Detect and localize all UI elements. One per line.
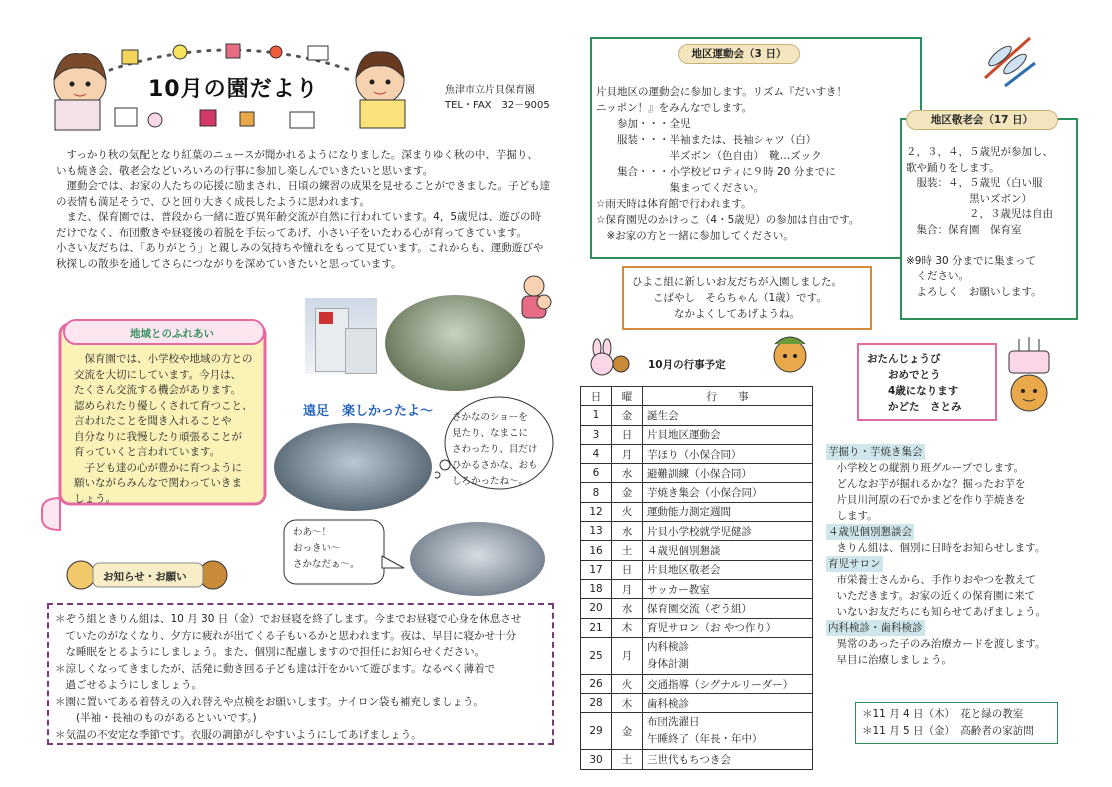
table-row (581, 541, 813, 560)
col-header-day: 日 (581, 387, 612, 406)
table-row (581, 579, 813, 598)
cell-weekday: 木 (612, 694, 643, 713)
undokai-line: 片貝地区の運動会に参加します。リズム『だいすき！ (596, 86, 847, 98)
undokai-line: 参加・・・全児 (596, 118, 691, 130)
class-photo-3 (410, 522, 545, 596)
table-row (581, 674, 813, 693)
cell-weekday: 日 (612, 560, 643, 579)
cell-weekday: 土 (612, 750, 643, 769)
undokai-line: 集合・・・小学校ピロティに９時 20 分までに (596, 166, 836, 178)
community-line: 育っていくと言われています。 (74, 446, 221, 458)
cell-event: ４歳児個別懇談 (643, 541, 813, 560)
table-row (581, 483, 813, 502)
table-row (581, 522, 813, 541)
cell-weekday: 火 (612, 502, 643, 521)
community-line: 交流を大切にしています。今月は、 (74, 368, 242, 381)
intro-line: の表情も満足そうで、ひと回り大きく成長したように思われます。 (56, 195, 370, 208)
keirokai-line: ２，３，４，５歳児が参加し、 (906, 146, 1053, 158)
speech-bubble-1-text: さかなのショーを 見たり、なまこに さわったり、目だけ ひかるさかな、おも しろかったね～。 (452, 412, 538, 487)
undokai-line: ☆保育園児のかけっこ（4・5歳児）の参加は自由です。 (596, 214, 860, 226)
table-row (581, 618, 813, 637)
undokai-line: 半ズボン（色自由） 靴…ズック (596, 150, 822, 162)
detail-line: きりん組は、個別に日時をお知らせします。 (826, 542, 1046, 554)
cell-day: 3 (581, 425, 612, 444)
cell-day: 28 (581, 694, 612, 713)
detail-block-salon (826, 556, 1096, 620)
cell-day: 16 (581, 541, 612, 560)
cell-day: 25 (581, 637, 612, 674)
detail-line: 異常のあった子のみ治療カードを渡します。 (826, 638, 1046, 650)
detail-line: 市栄養士さんから、手作りおやつを教えて (826, 574, 1036, 586)
cell-weekday: 水 (612, 599, 643, 618)
building-photo (305, 298, 377, 374)
intro-line: また、保育園では、普段から一緒に遊び異年齢交流が自然に行われています。4，5歳児は、遊びの時 (56, 211, 542, 223)
community-line: しょう。 (74, 492, 116, 505)
undokai-title: 地区運動会（3 日） (678, 44, 800, 64)
detail-line: します。 (826, 510, 878, 522)
rabbit-icon (583, 338, 633, 378)
cell-weekday: 火 (612, 674, 643, 693)
newsletter-title: 10月の園だより (148, 77, 319, 102)
speech-bubble-2-text: わあ～！ おっきい～ さかなだぁ～。 (293, 527, 360, 570)
intro-text (56, 148, 586, 272)
undokai-line: 服装・・・半袖または、長袖シャツ（白） (596, 134, 817, 146)
keirokai-title: 地区敬老会（17 日） (906, 110, 1058, 130)
table-row (581, 502, 813, 521)
cell-event: 育児サロン（お やつ作り） (643, 618, 813, 637)
detail-line: 片貝川河原の石でかまどを作り芋焼きを (826, 494, 1026, 506)
community-scroll (40, 318, 270, 533)
cell-day: 17 (581, 560, 612, 579)
notice-line: ＊気温の不安定な季節です。衣服の調節がしやすいようにしてあげましょう。 (55, 728, 422, 741)
detail-line: いないお友だちにも知らせてあげましょう。 (826, 606, 1047, 618)
keirokai-line: 集合：保育園 保育室 (906, 223, 1022, 236)
cell-day: 6 (581, 464, 612, 483)
community-line: たくさん交流する機会があります。 (74, 384, 242, 396)
notice-title: お知らせ・お願い (103, 571, 187, 583)
cell-event: 内科検診 身体計測 (643, 637, 813, 674)
cell-event: 芋ほり（小保合同） (643, 444, 813, 463)
birthday-line: 4歳になります (867, 385, 959, 397)
intro-line: いも焼き会、敬老会などいろいろの行事に参加し楽しんでいきたいと思います。 (56, 164, 434, 177)
table-row (581, 599, 813, 618)
cell-event: 保育園交流（ぞう組） (643, 599, 813, 618)
cell-event: サッカー教室 (643, 579, 813, 598)
cell-weekday: 金 (612, 713, 643, 750)
birthday-line: おたんじょうび (867, 353, 941, 365)
community-title: 地域とのふれあい (130, 328, 214, 340)
birthday-box (857, 343, 997, 421)
birthday-line: かどた さとみ (867, 401, 962, 413)
detail-heading: ４歳児個別懇談会 (828, 526, 912, 538)
cell-event: 芋焼き集会（小保合同） (643, 483, 813, 502)
cell-day: 12 (581, 502, 612, 521)
cell-weekday: 月 (612, 444, 643, 463)
hiyoko-line: こばやし そらちゃん（1歳）です。 (632, 292, 827, 304)
cell-day: 18 (581, 579, 612, 598)
cell-weekday: 日 (612, 425, 643, 444)
cell-day: 20 (581, 599, 612, 618)
keirokai-line: よろしく お願いします。 (906, 285, 1042, 298)
detail-heading: 育児サロン (828, 558, 881, 570)
table-row (581, 637, 813, 674)
event-details (826, 444, 1096, 668)
cell-event: 避難訓練（小保合同） (643, 464, 813, 483)
cell-weekday: 木 (612, 618, 643, 637)
table-row (581, 425, 813, 444)
keirokai-line: ください。 (906, 270, 969, 282)
cell-day: 1 (581, 406, 612, 425)
school-name: 魚津市立片貝保育園 (445, 85, 535, 96)
tel-fax: TEL・FAX 32－9005 (445, 100, 550, 111)
cell-event: 交通指導（シグナルリーダー） (643, 674, 813, 693)
keirokai-line: 黒いズボン） (906, 192, 1032, 205)
community-line: 自分なりに我慢したり頑張ることが (74, 430, 242, 443)
detail-heading: 芋掘り・芋焼き集会 (828, 446, 923, 458)
cell-day: 30 (581, 750, 612, 769)
undokai-line: ☆雨天時は体育館で行われます。 (596, 198, 752, 210)
col-header-event: 行 事 (643, 387, 813, 406)
schedule-title: 10月の行事予定 (648, 359, 726, 371)
ensoku-caption: 遠足 楽しかったよ～ (303, 404, 434, 419)
hiyoko-box (622, 266, 872, 330)
cell-event: 三世代もちつき会 (643, 750, 813, 769)
upcoming-event: ＊11 月 5 日（金） 高齢者の家訪問 (862, 725, 1034, 737)
cell-day: 4 (581, 444, 612, 463)
detail-line: 小学校との縦割り班グループでします。 (826, 462, 1025, 474)
cell-weekday: 水 (612, 464, 643, 483)
upcoming-events-box (855, 702, 1058, 744)
keirokai-body (906, 145, 1076, 300)
cell-weekday: 水 (612, 522, 643, 541)
detail-block-kenshin (826, 620, 1096, 668)
intro-line: すっかり秋の気配となり紅葉のニュースが聞かれるようになりました。深まりゆく秋の中、芋掘り、 (56, 149, 538, 161)
undokai-line: ニッポン！』をみんなでします。 (596, 102, 753, 114)
notice-line: 過ごせるようにしましょう。 (55, 679, 202, 691)
hiyoko-line: なかよくしてあげようね。 (632, 308, 800, 320)
cell-event: 片貝地区敬老会 (643, 560, 813, 579)
community-line: 保育園では、小学校や地域の方との (74, 353, 253, 365)
keirokai-line: ※9時 30 分までに集まって (906, 254, 1037, 267)
schedule-header-row (581, 387, 813, 406)
community-line: 言われたことを聞き入れることや (74, 415, 232, 427)
table-row (581, 750, 813, 769)
class-photo-1 (385, 295, 525, 391)
col-header-weekday: 曜 (612, 387, 643, 406)
detail-heading: 内科検診・歯科検診 (828, 622, 923, 634)
hiyoko-line: ひよこ組に新しいお友だちが入園しました。 (632, 276, 842, 288)
intro-line: だけでなく、布団敷きや昼寝後の着脱を手伝ってあげ、小さい子をいたわる心が育ってきています。 (56, 226, 528, 239)
undokai-line: 集まってください。 (596, 182, 764, 194)
dragonfly-icon (975, 28, 1045, 88)
upcoming-event: ＊11 月 4 日（木） 花と緑の教室 (862, 708, 1024, 720)
keirokai-line (906, 238, 1076, 254)
detail-block-imohori (826, 444, 1096, 524)
cell-day: 29 (581, 713, 612, 750)
schedule-table (580, 386, 813, 770)
community-line: 願いながらみんなで関わっていきま (74, 477, 242, 489)
birthday-cake-icon (995, 333, 1067, 421)
cell-weekday: 土 (612, 541, 643, 560)
detail-block-kondan (826, 524, 1096, 556)
table-row (581, 406, 813, 425)
community-body (74, 352, 264, 507)
cell-weekday: 金 (612, 406, 643, 425)
table-row (581, 694, 813, 713)
detail-line: いただきます。お家の近くの保育園に来て (826, 590, 1036, 602)
notice-line: ＊園に置いてある着替えの入れ替えや点検をお願いします。ナイロン袋も補充しましょう。 (55, 695, 484, 708)
community-line: 認められたり優しくされて育つこと、 (74, 399, 253, 412)
birthday-line: おめでとう (867, 369, 941, 381)
undokai-body (596, 84, 916, 244)
notice-line: ＊涼しくなってきましたが、活発に動き回る子ども達は汗をかいて遊びます。なるべく薄着で (55, 662, 496, 675)
header-illustration (40, 40, 420, 140)
cell-day: 13 (581, 522, 612, 541)
schedule-table-wrap (580, 386, 813, 770)
notice-line: ＊ぞう組ときりん組は、10 月 30 日（金）でお昼寝を終了します。今までお昼寝で心身を休息させ (55, 613, 522, 625)
cell-day: 8 (581, 483, 612, 502)
cell-event: 誕生会 (643, 406, 813, 425)
table-row (581, 713, 813, 750)
cell-event: 片貝小学校就学児健診 (643, 522, 813, 541)
cell-event: 布団洗濯日 午睡終了（年長・年中） (643, 713, 813, 750)
keirokai-line: ２，３歳児は自由 (906, 208, 1053, 220)
cell-weekday: 月 (612, 637, 643, 674)
intro-line: 小さい友だちは、「ありがとう」と親しみの気持ちや憧れをもって見ています。これからも、運動遊びや (56, 242, 544, 254)
cell-weekday: 金 (612, 483, 643, 502)
notice-line: ていたのがなくなり、夕方に疲れが出てくる子もいるかと思われます。夜は、早目に寝かせ十分 (55, 629, 517, 642)
notice-line: (半袖・長袖のものがあるといいです。) (55, 712, 257, 724)
notice-box (47, 603, 554, 745)
cell-event: 片貝地区運動会 (643, 425, 813, 444)
notice-line: な睡眠をとるようにしましょう。また、個別に配慮しますので担任にお知らせください。 (55, 646, 486, 658)
keirokai-line: 歌や踊りをします。 (906, 161, 1000, 174)
detail-line: 早目に治療しましょう。 (826, 654, 952, 666)
community-line: 子ども達の心が豊かに育つように (74, 461, 242, 474)
class-photo-2 (274, 423, 432, 511)
table-row (581, 464, 813, 483)
undokai-line: ※お家の方と一緒に参加してください。 (596, 230, 794, 242)
table-row (581, 444, 813, 463)
cell-day: 26 (581, 674, 612, 693)
intro-line: 運動会では、お家の人たちの応援に励まされ、日頃の練習の成果を見せることができました。子ども達 (56, 180, 551, 192)
table-row (581, 560, 813, 579)
cell-event: 歯科検診 (643, 694, 813, 713)
mother-child-icon (512, 272, 557, 322)
cell-day: 21 (581, 618, 612, 637)
detail-line: どんなお芋が掘れるかな？掘ったお芋を (826, 478, 1026, 490)
cell-event: 運動能力測定週間 (643, 502, 813, 521)
intro-line: 秋探しの散歩を通してさらにつながりを深めていきたいと思っています。 (56, 257, 402, 270)
keirokai-line: 服装：４，５歳児（白い服 (906, 177, 1043, 189)
squirrel-icon (765, 330, 815, 380)
cell-weekday: 月 (612, 579, 643, 598)
